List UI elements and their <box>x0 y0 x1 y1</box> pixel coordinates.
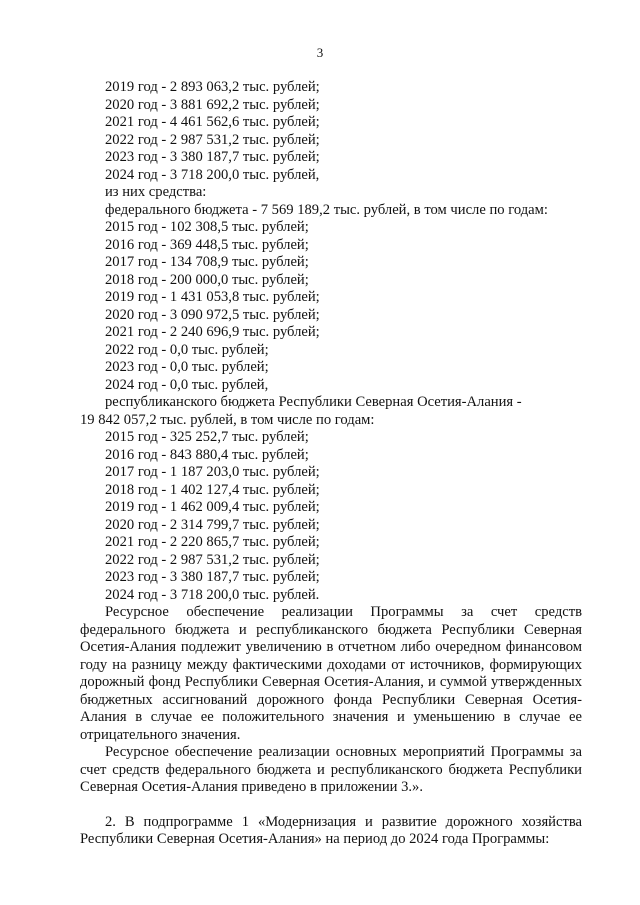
list-item: 2017 год - 1 187 203,0 тыс. рублей; <box>105 464 320 480</box>
list-item: 2016 год - 843 880,4 тыс. рублей; <box>105 446 309 463</box>
list-item: 2022 год - 2 987 531,2 тыс. рублей; <box>105 551 320 568</box>
page-number: 3 <box>316 45 324 60</box>
list-item: 2016 год - 369 448,5 тыс. рублей; <box>105 236 309 253</box>
list-item: 2018 год - 1 402 127,4 тыс. рублей; <box>105 481 320 498</box>
list-item: 2019 год - 2 893 063,2 тыс. рублей; <box>105 79 320 95</box>
republic-budget-total: 19 842 057,2 тыс. рублей, в том числе по годам: <box>80 411 375 428</box>
list-item: 2023 год - 0,0 тыс. рублей; <box>105 359 269 375</box>
list-item: 2023 год - 3 380 187,7 тыс. рублей; <box>105 149 320 165</box>
list-item: 2020 год - 3 881 692,2 тыс. рублей; <box>105 96 320 113</box>
spacer <box>80 797 582 814</box>
list-item: 2024 год - 0,0 тыс. рублей, <box>105 376 269 393</box>
of-which-label: из них средства: <box>105 184 207 200</box>
list-item: 2020 год - 2 314 799,7 тыс. рублей; <box>105 516 320 533</box>
republic-by-year-list <box>80 429 582 604</box>
federal-by-year-list <box>80 219 582 394</box>
list-item: 2022 год - 0,0 тыс. рублей; <box>105 341 269 358</box>
list-item: 2019 год - 1 462 009,4 тыс. рублей; <box>105 499 320 515</box>
total-by-year-list <box>80 79 582 184</box>
paragraph-subprogram-1: 2. В подпрограмме 1 «Модернизация и развитие дорожного хозяйства Республики Северная Осетия-Алания» на период до 2024 года Программы: <box>80 813 582 847</box>
list-item: 2021 год - 2 220 865,7 тыс. рублей; <box>105 534 320 550</box>
federal-budget-heading: федерального бюджета - 7 569 189,2 тыс. рублей, в том числе по годам: <box>105 201 548 218</box>
list-item: 2015 год - 102 308,5 тыс. рублей; <box>105 219 309 235</box>
list-item: 2024 год - 3 718 200,0 тыс. рублей. <box>105 586 320 603</box>
list-item: 2020 год - 3 090 972,5 тыс. рублей; <box>105 306 320 323</box>
document-body <box>80 79 582 849</box>
list-item: 2015 год - 325 252,7 тыс. рублей; <box>105 429 309 445</box>
list-item: 2018 год - 200 000,0 тыс. рублей; <box>105 271 309 288</box>
list-item: 2021 год - 2 240 696,9 тыс. рублей; <box>105 324 320 340</box>
list-item: 2021 год - 4 461 562,6 тыс. рублей; <box>105 114 320 130</box>
list-item: 2017 год - 134 708,9 тыс. рублей; <box>105 254 309 270</box>
paragraph-resource-appendix: Ресурсное обеспечение реализации основных мероприятий Программы за счет средств федерального бюджета и республиканского бюджета Республики Северная Осетия-Алания приведено в приложении 3.». <box>80 744 582 795</box>
list-item: 2024 год - 3 718 200,0 тыс. рублей, <box>105 166 320 183</box>
list-item: 2019 год - 1 431 053,8 тыс. рублей; <box>105 289 320 305</box>
paragraph-resource-increase: Ресурсное обеспечение реализации Программы за счет средств федерального бюджета и республиканского бюджета Республики Северная Осетия-Алания подлежит увеличению в отчетном либо очередном финансовом году на разницу между фактическими доходами от источников, формирующих дорожный фонд Республики Северная Осетия-Алания, и суммой утвержденных бюджетных ассигнований дорожного фонда Республики Северная Осетия-Алания в случае ее положительного значения и уменьшению в случае ее отрицательного значения. <box>80 604 582 743</box>
republic-budget-heading: республиканского бюджета Республики Северная Осетия-Алания - <box>105 394 522 410</box>
list-item: 2023 год - 3 380 187,7 тыс. рублей; <box>105 569 320 585</box>
list-item: 2022 год - 2 987 531,2 тыс. рублей; <box>105 131 320 148</box>
